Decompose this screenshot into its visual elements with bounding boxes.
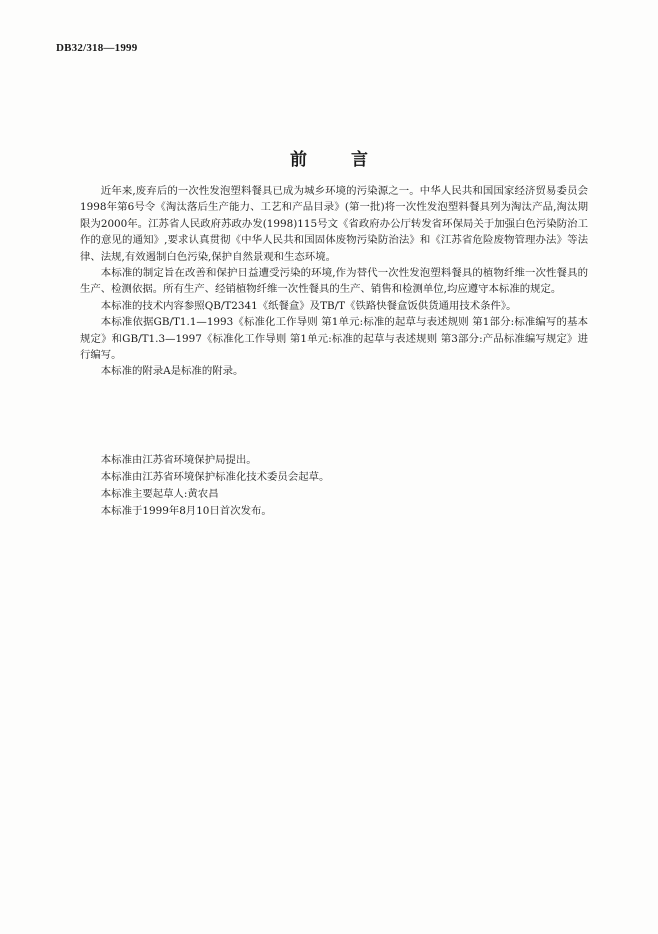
paragraph-background: 近年来,废弃后的一次性发泡塑料餐具已成为城乡环境的污染源之一。中华人民共和国国家经济贸易委员会1998年第6号令《淘汰落后生产能力、工艺和产品目录》(第一批)将一次性发泡塑料餐具列为淘汰产品,淘汰期限为2000年。江苏省人民政府苏政办发(1998)115号文《省政府办公厅转发省环保局关于加强白色污染防治工作的意见的通知》,要求认真贯彻《中华人民共和国固体废物污染防治法》和《江苏省危险废物管理办法》等法律、法规,有效遏制白色污染,保护自然景观和生态环境。	[80, 185, 588, 263]
paragraph-technical-reference: 本标准的技术内容参照QB/T2341《纸餐盒》及TB/T《铁路快餐盒饭供货通用技术条件》。	[100, 299, 517, 312]
paragraph-drafting-basis: 本标准依据GB/T1.1—1993《标准化工作导则 第1单元:标准的起草与表述规则 第1部分:标准编写的基本规定》和GB/T1.3—1997《标准化工作导则 第1单元:标准的起草与表述规则 第3部分:产品标准编写规定》进行编写。	[80, 316, 588, 362]
paragraph-purpose: 本标准的制定旨在改善和保护日益遭受污染的环境,作为替代一次性发泡塑料餐具的植物纤维一次性餐具的生产、检测依据。所有生产、经销植物纤维一次性餐具的生产、销售和检测单位,均应遵守本标准的规定。	[80, 267, 588, 296]
page-title: 前言	[290, 150, 412, 170]
document-id: DB32/318—1999	[56, 42, 138, 54]
foreword-body	[80, 183, 588, 380]
credits-block	[80, 452, 588, 520]
paragraph-appendix: 本标准的附录A是标准的附录。	[100, 365, 244, 378]
credit-release-date: 本标准于1999年8月10日首次发布。	[100, 505, 272, 517]
credit-proposer: 本标准由江苏省环境保护局提出。	[100, 454, 257, 466]
credit-drafter: 本标准由江苏省环境保护标准化技术委员会起草。	[100, 471, 330, 483]
credit-main-author: 本标准主要起草人:黄农昌	[100, 488, 219, 500]
